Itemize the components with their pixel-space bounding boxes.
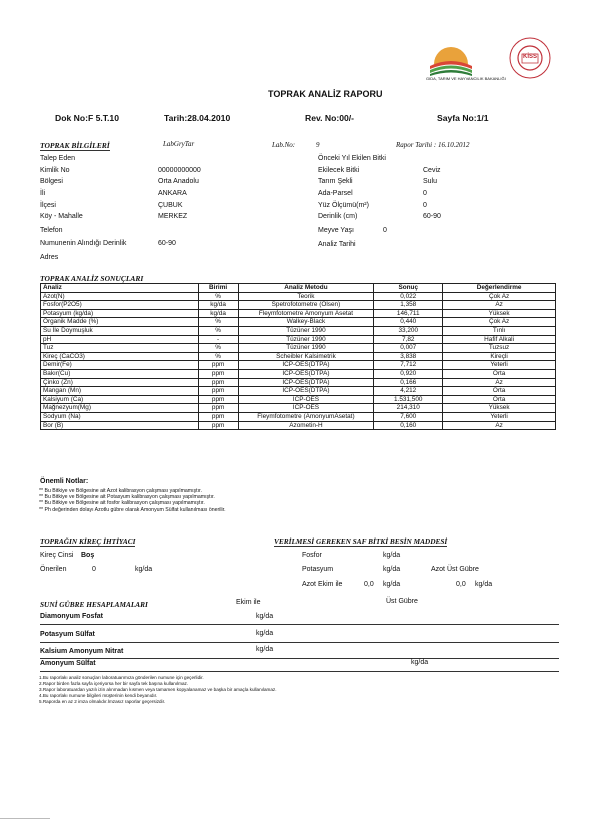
note-item: ** Ph değerinden dolayı Azotlu gübre olarak Amonyum Sülfat kullanılması önerilir. [39, 506, 226, 513]
note-item: ** Bu Bitkiye ve Bölgesine ait Azot kalibrasyon çalışması yapılmamıştır. [39, 488, 202, 494]
table-cell: 146,711 [374, 309, 443, 318]
table-cell: 0,920 [374, 369, 443, 378]
azot-ust-value: 0,0 [456, 581, 466, 588]
table-cell: Scheibler Kalsimetrik [238, 352, 374, 361]
table-cell: ppm [198, 369, 238, 378]
section-verilmesi: VERİLMESİ GEREKEN SAF BİTKİ BESİN MADDESİ [274, 537, 448, 546]
table-cell: 7,712 [374, 361, 443, 370]
gubre-row-label: Diamonyum Fosfat [40, 613, 104, 620]
footnote: 1.Bu raporlakı analiz sonuçları laboratuarımıza gönderilen numune için geçerlidir. [39, 675, 204, 680]
table-cell: Tüzüner 1990 [238, 344, 374, 353]
kirec-onerilen-label: Önerilen [40, 566, 67, 573]
gubre-row-unit: kg/da [256, 630, 274, 637]
col-header: Birimi [198, 284, 238, 293]
kiss-badge: KİSS [523, 54, 538, 60]
table-cell: Tuzsuz [443, 344, 556, 353]
col-header: Analiz [41, 284, 199, 293]
table-cell: 7,82 [374, 335, 443, 344]
table-cell: % [198, 344, 238, 353]
kirec-onerilen-value: 0 [92, 566, 96, 573]
table-cell: 4,212 [374, 387, 443, 396]
table-row [41, 361, 556, 370]
table-cell: ppm [198, 404, 238, 413]
footnote: 4.Bu raporlakı numune bilgileri müşterinin kendi beyanıdır. [39, 693, 158, 698]
section-analiz-sonuclari: TOPRAK ANALİZ SONUÇLARI [40, 274, 144, 283]
table-cell: Az [443, 301, 556, 310]
lab-name: LabGryTar [163, 140, 195, 148]
table-cell: ICP-OES(DTPA) [238, 369, 374, 378]
potasyum-unit: kg/da [383, 566, 401, 573]
azot-ekim-value: 0,0 [364, 581, 374, 588]
table-row [41, 352, 556, 361]
table-cell: ICP-OES(DTPA) [238, 361, 374, 370]
gubre-row-divider [40, 671, 559, 672]
footnotes [39, 675, 276, 705]
gubre-row-unit: kg/da [256, 646, 274, 653]
kirec-cinsi-value: Boş [81, 552, 95, 559]
field-value: Ceviz [423, 167, 441, 174]
field-label: Yüz Ölçümü(m²) [318, 202, 369, 209]
table-cell: ppm [198, 421, 238, 430]
table-cell: 1,358 [374, 301, 443, 310]
doc-no: Dok No:F 5.T.10 [55, 113, 119, 123]
field-value: Sulu [423, 178, 438, 185]
rev-no: Rev. No:00/- [305, 113, 355, 123]
table-cell: ppm [198, 361, 238, 370]
footnote: 3.Rapor laboratuardan yazılı izin alınmadan kısmen veya tamamen kopyalanamaz ve başka bir amaçla kullanılamaz. [39, 687, 277, 692]
table-cell: Tüzüner 1990 [238, 326, 374, 335]
table-cell: Fleymfotometre Amonyum Asetat [238, 309, 374, 318]
table-row [41, 421, 556, 430]
table-cell: Bor (B) [41, 421, 199, 430]
doc-date: Tarih:28.04.2010 [164, 113, 231, 123]
table-cell: Mangan (Mn) [41, 387, 199, 396]
ministry-logo [426, 36, 556, 84]
field-label: Tarım Şekli [318, 178, 353, 185]
field-label: Meyve Yaşı [318, 227, 354, 234]
ust-gubre-header: Üst Gübre [386, 598, 418, 605]
table-cell: Orta [443, 369, 556, 378]
table-cell: 0,440 [374, 318, 443, 327]
table-cell: Azot(N) [41, 292, 199, 301]
field-value: MERKEZ [158, 213, 188, 220]
kirec-cinsi-label: Kireç Cinsi [40, 552, 74, 559]
table-cell: - [198, 335, 238, 344]
table-cell: Çinko (Zn) [41, 378, 199, 387]
field-value: 00000000000 [158, 167, 201, 174]
table-row [41, 412, 556, 421]
gubre-row-divider [40, 658, 559, 659]
table-row [41, 318, 556, 327]
table-cell: Kireç (CaCO3) [41, 352, 199, 361]
table-cell: Orta [443, 387, 556, 396]
footnote: 2.Rapor birden fazla sayfa içeriyorsa her bir sayfa tek başına kullanılmaz. [39, 681, 189, 686]
table-cell: Bakır(Cu) [41, 369, 199, 378]
fosfor-label: Fosfor [302, 552, 322, 559]
field-label: Kimlik No [40, 167, 70, 174]
field-value: 60-90 [158, 240, 176, 247]
table-row [41, 309, 556, 318]
col-header: Analiz Metodu [238, 284, 374, 293]
table-row [41, 369, 556, 378]
table-cell: ICP-OES [238, 395, 374, 404]
page-no: Sayfa No:1/1 [437, 113, 489, 123]
field-value: 0 [423, 202, 427, 209]
notes-title: Önemli Notlar: [40, 478, 89, 485]
azot-ust-label: Azot Üst Gübre [431, 566, 479, 573]
table-header-row [41, 284, 556, 293]
table-cell: Yeterli [443, 412, 556, 421]
gubre-row-divider [40, 642, 559, 643]
gubre-row-label: Kalsium Amonyum Nitrat [40, 648, 124, 655]
table-row [41, 387, 556, 396]
table-cell: ICP-OES(DTPA) [238, 387, 374, 396]
table-cell: 7,600 [374, 412, 443, 421]
gubre-row-label: Potasyum Sülfat [40, 631, 95, 638]
azot-ust-unit: kg/da [475, 581, 493, 588]
gubre-row-unit: kg/da [256, 613, 274, 620]
kirec-unit: kg/da [135, 566, 153, 573]
table-cell: 3,838 [374, 352, 443, 361]
field-label: Önceki Yıl Ekilen Bitki [318, 155, 386, 162]
field-label: İli [40, 190, 46, 197]
field-value: ANKARA [158, 190, 187, 197]
field-value: 60-90 [423, 213, 441, 220]
results-table [40, 283, 556, 430]
table-cell: ICP-OES [238, 404, 374, 413]
field-label: Analiz Tarihi [318, 241, 356, 248]
table-cell: Azometin-H [238, 421, 374, 430]
table-row [41, 335, 556, 344]
table-cell: kg/da [198, 301, 238, 310]
field-label: Telefon [40, 227, 63, 234]
table-row [41, 404, 556, 413]
table-cell: 214,310 [374, 404, 443, 413]
table-cell: Tınlı [443, 326, 556, 335]
field-label: Talep Eden [40, 155, 76, 162]
field-label: Bölgesi [40, 178, 63, 185]
table-cell: Çok Az [443, 292, 556, 301]
footnote: 5.Raporda en az 2 imza olmalıdır.İmzasız raporlar geçersizdir. [39, 699, 166, 704]
table-row [41, 378, 556, 387]
lab-no: 9 [316, 141, 320, 149]
table-cell: Potasyum (kg/da) [41, 309, 199, 318]
potasyum-label: Potasyum [302, 566, 334, 573]
table-cell: 1.531,500 [374, 395, 443, 404]
azot-ekim-label: Azot Ekim ile [302, 581, 343, 588]
table-cell: Yüksek [443, 404, 556, 413]
table-cell: Tuz [41, 344, 199, 353]
table-cell: 0,022 [374, 292, 443, 301]
table-cell: % [198, 292, 238, 301]
table-cell: Yüksek [443, 309, 556, 318]
table-cell: % [198, 318, 238, 327]
table-cell: Tüzüner 1990 [238, 335, 374, 344]
section-toprak-bilgileri: TOPRAK BİLGİLERİ [40, 141, 110, 150]
table-cell: 0,166 [374, 378, 443, 387]
table-cell: Spetrofotometre (Olsen) [238, 301, 374, 310]
logo-text: GIDA, TARIM VE HAYVANCILIK BAKANLIĞI [426, 76, 506, 81]
table-cell: Sodyum (Na) [41, 412, 199, 421]
table-row [41, 301, 556, 310]
gubre-row-divider [40, 624, 559, 625]
note-item: ** Bu Bitkiye ve Bölgesine ait fosfor kalibrasyon çalışması yapılmamıştır. [39, 500, 205, 507]
table-cell: Kalsiyum (Ca) [41, 395, 199, 404]
field-label: Adres [40, 254, 59, 261]
report-date: Rapor Tarihi : 16.10.2012 [396, 141, 470, 149]
gubre-row-label: Amonyum Sülfat [40, 660, 96, 667]
col-header: Sonuç [374, 284, 443, 293]
field-label: Ada-Parsel [318, 190, 353, 197]
field-value: ÇUBUK [158, 202, 183, 209]
table-cell: ICP-OES(DTPA) [238, 378, 374, 387]
table-cell: % [198, 352, 238, 361]
field-label: Derinlik (cm) [318, 213, 358, 220]
table-cell: Mağnezyum(Mg) [41, 404, 199, 413]
field-label: Ekilecek Bitki [318, 167, 360, 174]
table-cell: Fleymfotometre (AmonyumAsetat) [238, 412, 374, 421]
field-value: 0 [383, 227, 387, 234]
table-cell: Çok Az [443, 318, 556, 327]
table-cell: kg/da [198, 309, 238, 318]
col-header: Değerlendirme [443, 284, 556, 293]
table-cell: 33,200 [374, 326, 443, 335]
section-kirec: TOPRAĞIN KİREÇ İHTİYACI [40, 537, 136, 546]
field-value: Orta Anadolu [158, 178, 199, 185]
azot-ekim-unit: kg/da [383, 581, 401, 588]
field-label: Köy - Mahalle [40, 213, 83, 220]
table-cell: Walkey-Black [238, 318, 374, 327]
ekim-ile-header: Ekim ile [236, 599, 261, 606]
table-cell: Yeterli [443, 361, 556, 370]
table-row [41, 344, 556, 353]
table-row [41, 395, 556, 404]
page-edge-mark [0, 818, 50, 819]
table-cell: pH [41, 335, 199, 344]
table-cell: Hafif Alkali [443, 335, 556, 344]
section-gubre: SUNİ GÜBRE HESAPLAMALARI [40, 600, 148, 609]
table-cell: Teorik [238, 292, 374, 301]
table-cell: 0,007 [374, 344, 443, 353]
table-cell: Fosfor(P2O5) [41, 301, 199, 310]
table-cell: Demir(Fe) [41, 361, 199, 370]
table-cell: % [198, 326, 238, 335]
field-label: Numunenin Alındığı Derinlik [40, 240, 127, 247]
table-cell: ppm [198, 387, 238, 396]
field-label: İlçesi [40, 202, 56, 209]
table-cell: Su İle Doymuşluk [41, 326, 199, 335]
report-title: TOPRAK ANALİZ RAPORU [268, 89, 383, 99]
table-cell: Orta [443, 395, 556, 404]
table-cell: ppm [198, 395, 238, 404]
table-cell: Az [443, 378, 556, 387]
field-value: 0 [423, 190, 427, 197]
table-cell: Organik Madde (%) [41, 318, 199, 327]
sun-logo-icon [430, 47, 472, 76]
table-cell: ppm [198, 412, 238, 421]
table-cell: 0,160 [374, 421, 443, 430]
table-cell: Az [443, 421, 556, 430]
fosfor-unit: kg/da [383, 552, 401, 559]
table-cell: ppm [198, 378, 238, 387]
table-row [41, 326, 556, 335]
lab-no-label: Lab.No: [272, 141, 296, 149]
table-row [41, 292, 556, 301]
note-item: ** Bu Bitkiye ve Bölgesine ait Potasyum kalibrasyon çalışması yapılmamıştır. [39, 494, 215, 501]
notes-list [39, 488, 226, 513]
table-cell: Kireçli [443, 352, 556, 361]
gubre-row-unit: kg/da [411, 659, 429, 666]
